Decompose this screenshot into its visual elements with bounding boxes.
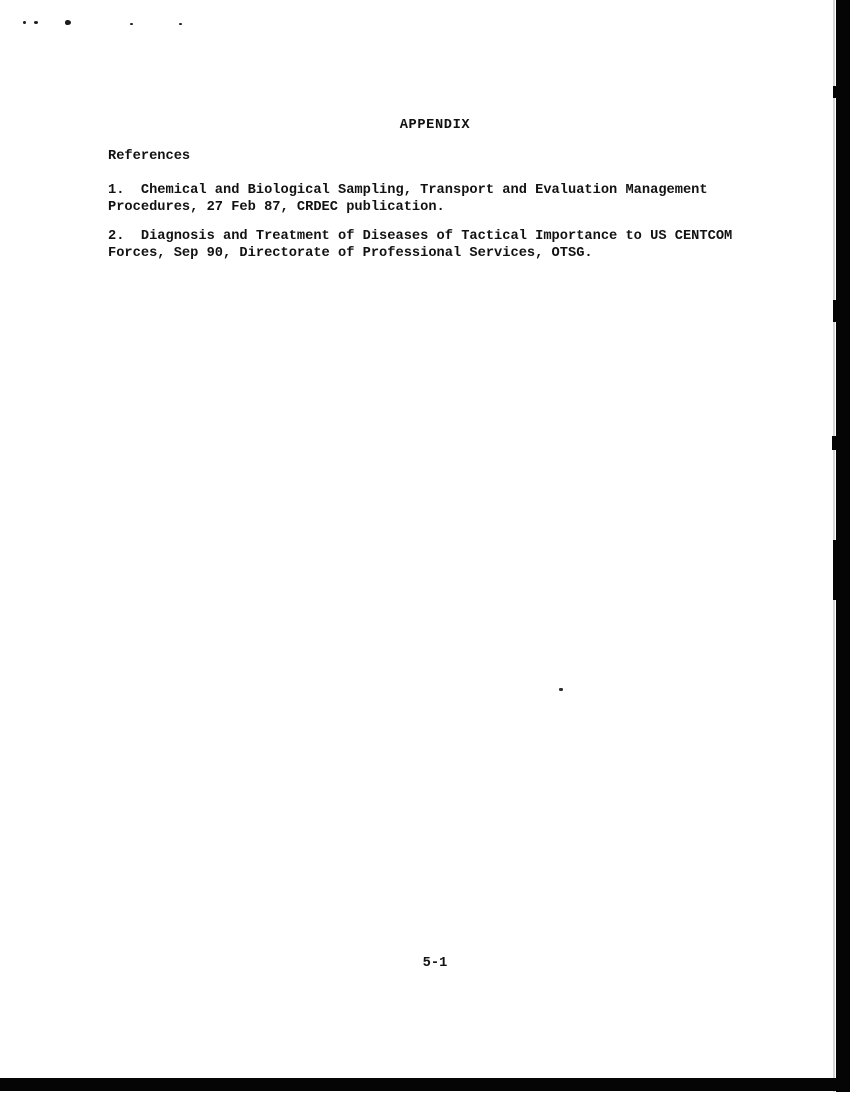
scan-noise-dot [179, 23, 182, 25]
scan-artifact-blip [833, 86, 837, 98]
reference-line: 2. Diagnosis and Treatment of Diseases of Tactical Importance to US CENTCOM [108, 229, 733, 244]
scan-noise-speck [559, 688, 563, 691]
scan-artifact-blip [832, 436, 837, 450]
reference-line: Forces, Sep 90, Directorate of Professional Services, OTSG. [108, 246, 593, 261]
scan-noise-dot [23, 21, 26, 24]
appendix-heading: APPENDIX [399, 118, 471, 133]
scan-artifact-blip [833, 300, 837, 322]
scan-noise-dot [130, 23, 133, 25]
reference-item-2 [108, 228, 768, 262]
reference-item-1 [108, 182, 768, 216]
references-label: References [108, 149, 191, 164]
scan-artifact-bottom-bar [0, 1078, 850, 1091]
reference-line: Procedures, 27 Feb 87, CRDEC publication. [108, 200, 445, 215]
scan-noise-dot [65, 20, 71, 25]
scan-artifact-blip [833, 540, 837, 600]
page-number: 5-1 [422, 956, 448, 971]
reference-line: 1. Chemical and Biological Sampling, Transport and Evaluation Management [108, 183, 708, 198]
scan-noise-dot [34, 21, 38, 24]
scan-artifact-right-bar [836, 0, 850, 1092]
